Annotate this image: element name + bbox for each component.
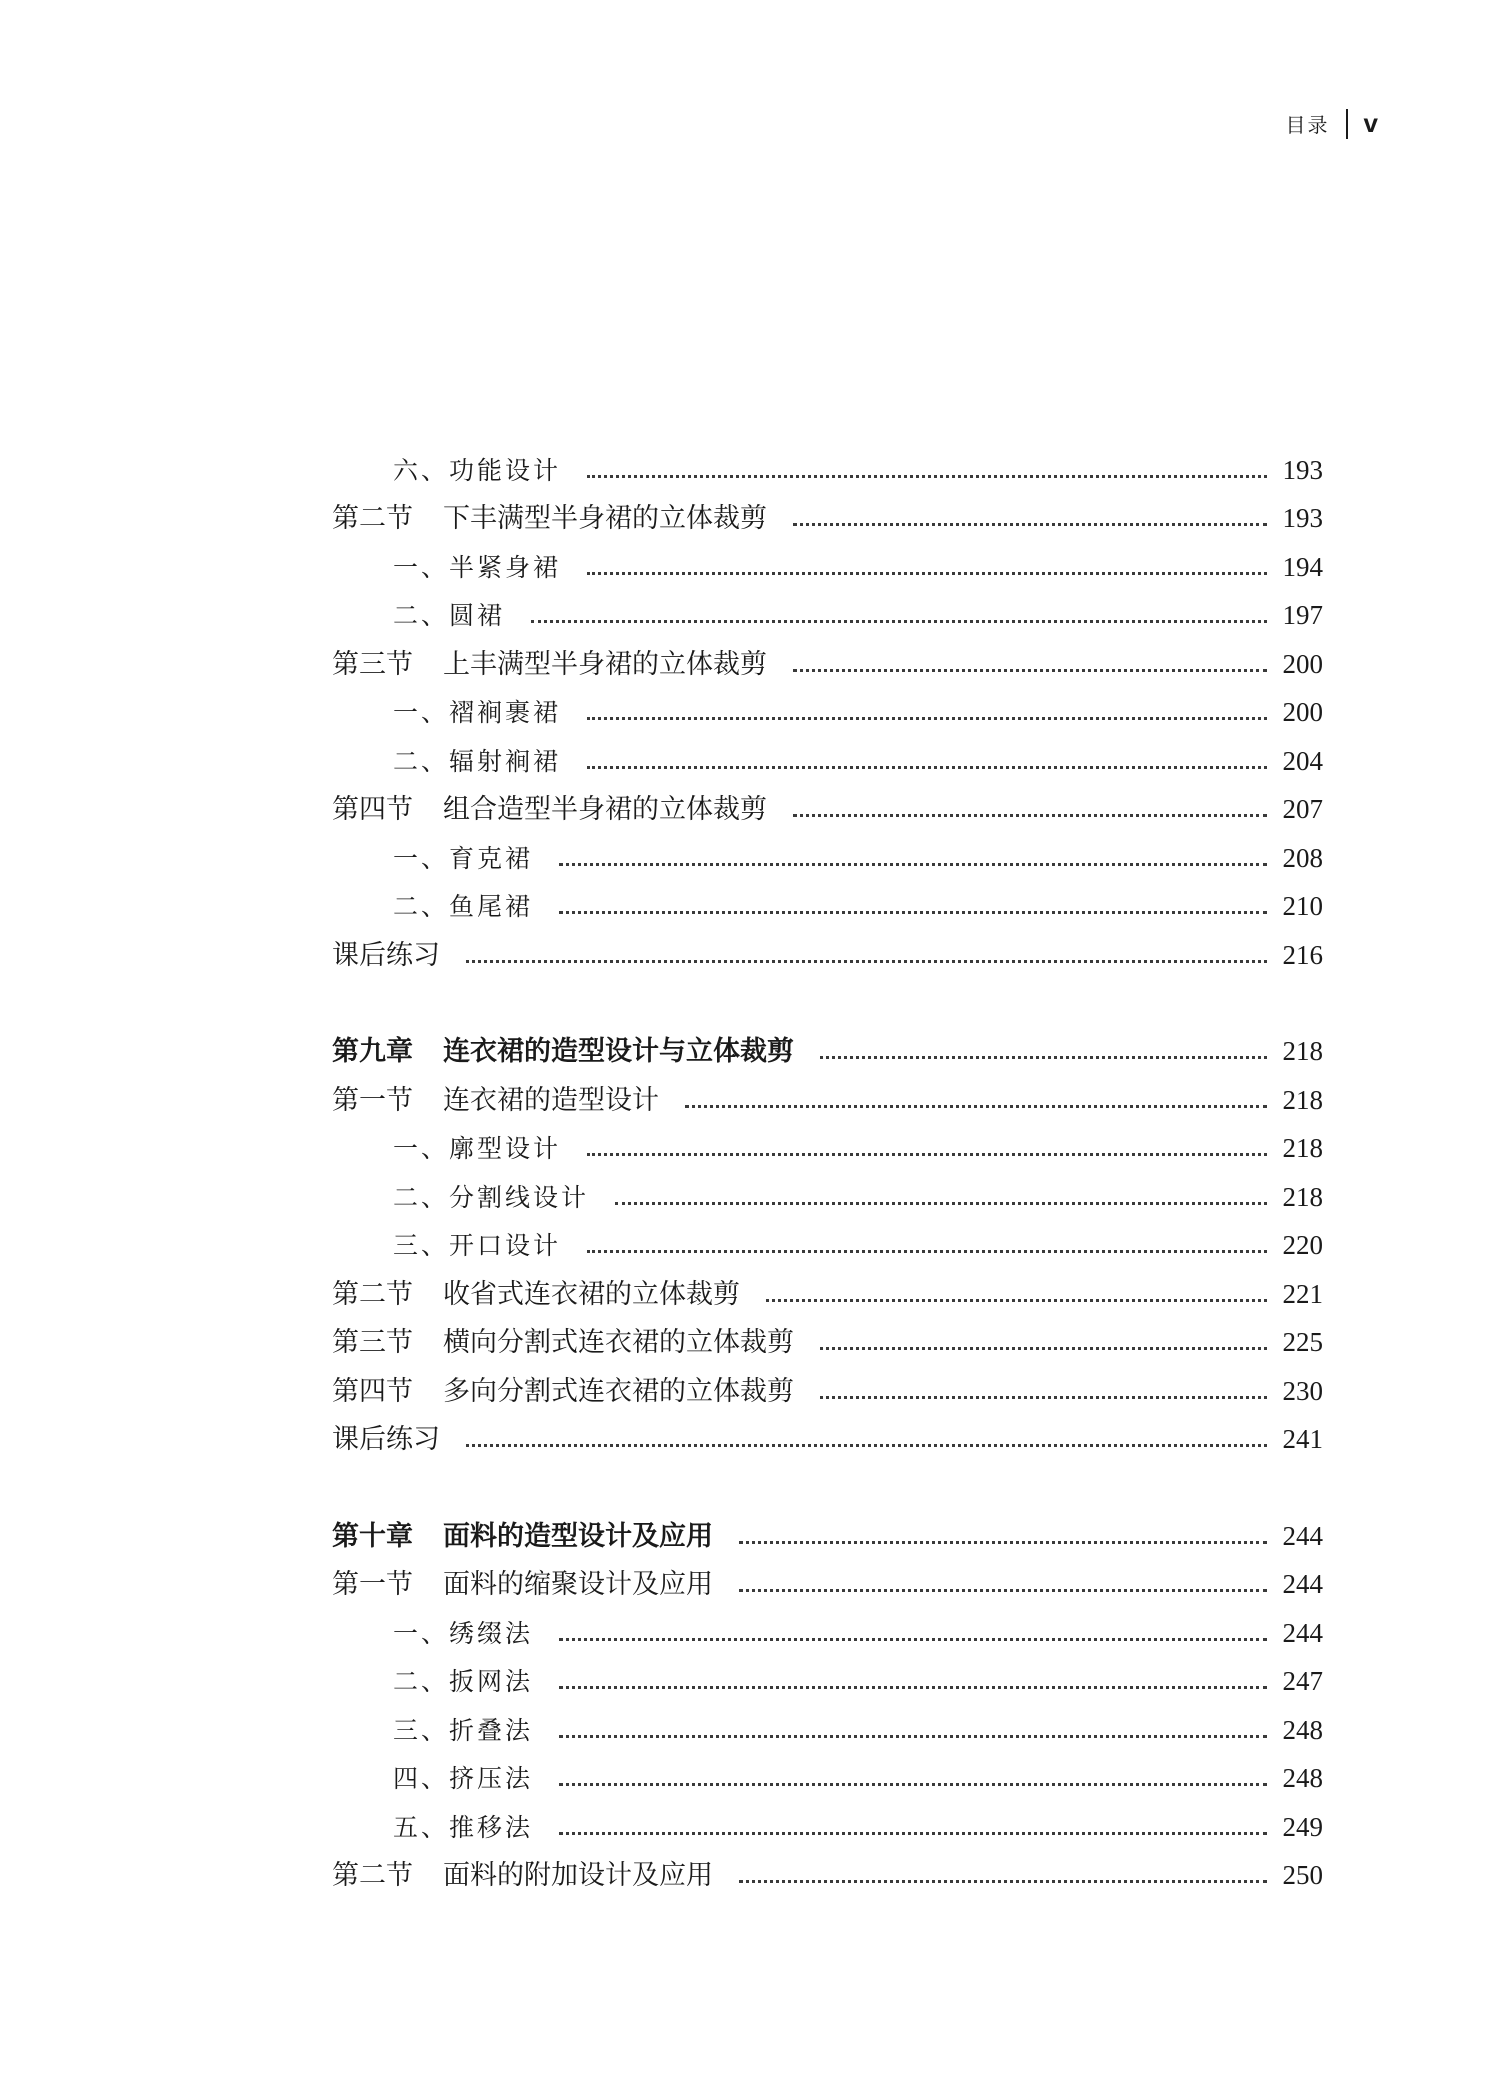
- toc-entry-title: [332, 1375, 794, 1407]
- dot-leader: [587, 1250, 1267, 1253]
- dot-leader: [739, 1541, 1267, 1544]
- dot-leader: [587, 475, 1267, 478]
- toc-entry-number: 三、: [393, 1231, 450, 1261]
- toc-page-number: 193: [1282, 503, 1323, 534]
- toc-entry-number: 第二节: [332, 1278, 413, 1310]
- toc-entry-number: 二、: [393, 746, 450, 776]
- toc-page-number: 218: [1282, 1181, 1323, 1212]
- toc-entry-number: 六、: [393, 455, 450, 485]
- toc-entry-label: 下丰满型半身裙的立体裁剪: [443, 503, 767, 535]
- toc-page-number: 210: [1282, 891, 1323, 922]
- toc-page-number: 193: [1282, 454, 1323, 485]
- toc-entry-title: [393, 455, 562, 485]
- toc-entry-title: [332, 1860, 713, 1892]
- toc-subsection-entry: [332, 446, 1323, 495]
- toc-subsection-entry: [332, 1609, 1323, 1658]
- toc-entry-number: 第三节: [332, 648, 413, 680]
- toc-page-number: 247: [1282, 1666, 1323, 1697]
- toc-subsection-entry: [332, 834, 1323, 883]
- toc-chapter-entry: [332, 1028, 1323, 1077]
- header-title: 目录: [1285, 113, 1330, 137]
- dot-leader: [466, 960, 1267, 963]
- toc-entry-title: [393, 746, 562, 776]
- toc-section-entry: [332, 640, 1323, 689]
- toc-entry-label: 鱼尾裙: [449, 892, 534, 922]
- toc-entry-label: 折叠法: [449, 1715, 534, 1745]
- toc-page-number: 218: [1282, 1133, 1323, 1164]
- dot-leader: [559, 863, 1267, 866]
- toc-entry-title: [332, 1036, 794, 1068]
- toc-entry-title: [393, 892, 534, 922]
- toc-page-number: 244: [1282, 1617, 1323, 1648]
- toc-page-number: 194: [1282, 551, 1323, 582]
- toc-entry-number: 三、: [393, 1715, 450, 1745]
- dot-leader: [559, 1686, 1267, 1689]
- toc-subsection-entry: [332, 543, 1323, 592]
- toc-entry-title: [332, 1424, 440, 1456]
- toc-subsection-entry: [332, 883, 1323, 932]
- toc-section-entry: [332, 1561, 1323, 1610]
- toc-entry-title: [332, 1278, 740, 1310]
- toc-subsection-entry: [332, 1803, 1323, 1852]
- toc-entry-label: 面料的附加设计及应用: [443, 1860, 713, 1892]
- toc-entry-title: [332, 1520, 713, 1552]
- toc-section-entry: [332, 1416, 1323, 1465]
- toc-page-number: 221: [1282, 1278, 1323, 1309]
- toc-section-entry: [332, 1367, 1323, 1416]
- toc-entry-number: 第九章: [332, 1036, 413, 1068]
- toc-entry-number: 二、: [393, 601, 450, 631]
- toc-entry-title: [393, 1667, 534, 1697]
- toc-entry-title: [393, 698, 562, 728]
- toc-entry-label: 半紧身裙: [449, 552, 562, 582]
- toc-entry-number: 第一节: [332, 1084, 413, 1116]
- toc-entry-title: [393, 1134, 562, 1164]
- toc-entry-number: 四、: [393, 1764, 450, 1794]
- toc-entry-label: 组合造型半身裙的立体裁剪: [443, 794, 767, 826]
- table-of-contents: [332, 446, 1323, 1900]
- toc-entry-title: [393, 1231, 562, 1261]
- toc-page-number: 244: [1282, 1569, 1323, 1600]
- toc-entry-title: [332, 648, 767, 680]
- toc-entry-label: 课后练习: [332, 1424, 440, 1456]
- toc-section-entry: [332, 1852, 1323, 1901]
- toc-entry-title: [393, 1715, 534, 1745]
- dot-leader: [739, 1589, 1267, 1592]
- toc-page-number: 207: [1282, 794, 1323, 825]
- running-header: [1286, 108, 1378, 139]
- toc-entry-number: 一、: [393, 1134, 450, 1164]
- toc-page-number: 244: [1282, 1520, 1323, 1551]
- toc-page-number: 197: [1282, 600, 1323, 631]
- toc-entry-number: 二、: [393, 1182, 450, 1212]
- dot-leader: [466, 1444, 1267, 1447]
- toc-subsection-entry: [332, 1173, 1323, 1222]
- dot-leader: [820, 1396, 1267, 1399]
- toc-entry-number: 一、: [393, 698, 450, 728]
- toc-entry-title: [332, 1569, 713, 1601]
- toc-page-number: 200: [1282, 697, 1323, 728]
- toc-subsection-entry: [332, 1125, 1323, 1174]
- toc-section-entry: [332, 1319, 1323, 1368]
- toc-subsection-entry: [332, 592, 1323, 641]
- toc-entry-title: [393, 1812, 534, 1842]
- toc-entry-number: 一、: [393, 843, 450, 873]
- toc-entry-title: [393, 843, 534, 873]
- toc-chapter-entry: [332, 1512, 1323, 1561]
- toc-entry-label: 绣缀法: [449, 1618, 534, 1648]
- dot-leader: [685, 1105, 1267, 1108]
- toc-subsection-entry: [332, 689, 1323, 738]
- toc-section-entry: [332, 495, 1323, 544]
- dot-leader: [615, 1202, 1267, 1205]
- toc-entry-label: 面料的造型设计及应用: [443, 1520, 713, 1552]
- dot-leader: [559, 1832, 1267, 1835]
- toc-entry-number: 第一节: [332, 1569, 413, 1601]
- toc-entry-number: 第二节: [332, 503, 413, 535]
- toc-entry-label: 连衣裙的造型设计: [443, 1084, 659, 1116]
- toc-entry-number: 二、: [393, 892, 450, 922]
- toc-entry-title: [393, 1618, 534, 1648]
- toc-entry-label: 褶裥裹裙: [449, 698, 562, 728]
- toc-section-entry: [332, 786, 1323, 835]
- dot-leader: [766, 1299, 1267, 1302]
- toc-page-number: 208: [1282, 842, 1323, 873]
- toc-entry-number: 第二节: [332, 1860, 413, 1892]
- dot-leader: [820, 1056, 1267, 1059]
- toc-page-number: 248: [1282, 1763, 1323, 1794]
- toc-entry-title: [393, 552, 562, 582]
- toc-entry-label: 挤压法: [449, 1764, 534, 1794]
- toc-entry-label: 横向分割式连衣裙的立体裁剪: [443, 1327, 794, 1359]
- toc-entry-number: 一、: [393, 1618, 450, 1648]
- dot-leader: [559, 911, 1267, 914]
- dot-leader: [587, 1153, 1267, 1156]
- header-page-number: v: [1363, 108, 1378, 138]
- toc-page-number: 216: [1282, 939, 1323, 970]
- toc-entry-title: [332, 794, 767, 826]
- toc-entry-number: 一、: [393, 552, 450, 582]
- toc-entry-label: 连衣裙的造型设计与立体裁剪: [443, 1036, 794, 1068]
- toc-page-number: 220: [1282, 1230, 1323, 1261]
- toc-entry-label: 功能设计: [449, 455, 562, 485]
- toc-page-number: 250: [1282, 1860, 1323, 1891]
- toc-page-number: 225: [1282, 1327, 1323, 1358]
- dot-leader: [531, 620, 1267, 623]
- toc-entry-label: 收省式连衣裙的立体裁剪: [443, 1278, 740, 1310]
- toc-entry-title: [393, 601, 506, 631]
- dot-leader: [587, 717, 1267, 720]
- toc-subsection-entry: [332, 1706, 1323, 1755]
- toc-entry-label: 面料的缩聚设计及应用: [443, 1569, 713, 1601]
- toc-section-entry: [332, 1270, 1323, 1319]
- toc-entry-title: [332, 1327, 794, 1359]
- toc-entry-title: [393, 1764, 534, 1794]
- toc-section-entry: [332, 931, 1323, 980]
- dot-leader: [820, 1347, 1267, 1350]
- toc-entry-title: [332, 939, 440, 971]
- toc-subsection-entry: [332, 1222, 1323, 1271]
- dot-leader: [793, 814, 1267, 817]
- toc-entry-number: 五、: [393, 1812, 450, 1842]
- toc-entry-label: 多向分割式连衣裙的立体裁剪: [443, 1375, 794, 1407]
- dot-leader: [559, 1735, 1267, 1738]
- toc-entry-label: 上丰满型半身裙的立体裁剪: [443, 648, 767, 680]
- dot-leader: [739, 1880, 1267, 1883]
- dot-leader: [559, 1638, 1267, 1641]
- toc-page-number: 248: [1282, 1714, 1323, 1745]
- header-divider: [1346, 109, 1348, 139]
- toc-entry-number: 第四节: [332, 1375, 413, 1407]
- toc-entry-label: 育克裙: [449, 843, 534, 873]
- toc-page-number: 241: [1282, 1424, 1323, 1455]
- toc-page-number: 204: [1282, 745, 1323, 776]
- toc-page-number: 218: [1282, 1084, 1323, 1115]
- toc-entry-label: 课后练习: [332, 939, 440, 971]
- toc-page-number: 200: [1282, 648, 1323, 679]
- dot-leader: [587, 572, 1267, 575]
- toc-entry-title: [332, 1084, 659, 1116]
- toc-entry-title: [393, 1182, 590, 1212]
- dot-leader: [559, 1783, 1267, 1786]
- toc-page-number: 230: [1282, 1375, 1323, 1406]
- toc-section-entry: [332, 1076, 1323, 1125]
- toc-page-number: 249: [1282, 1811, 1323, 1842]
- dot-leader: [793, 669, 1267, 672]
- dot-leader: [793, 523, 1267, 526]
- toc-subsection-entry: [332, 1755, 1323, 1804]
- toc-entry-number: 第四节: [332, 794, 413, 826]
- toc-entry-label: 扳网法: [449, 1667, 534, 1697]
- toc-entry-label: 廓型设计: [449, 1134, 562, 1164]
- toc-entry-label: 圆裙: [449, 601, 506, 631]
- toc-entry-label: 开口设计: [449, 1231, 562, 1261]
- toc-subsection-entry: [332, 737, 1323, 786]
- toc-entry-title: [332, 503, 767, 535]
- toc-page-number: 218: [1282, 1036, 1323, 1067]
- dot-leader: [587, 766, 1267, 769]
- toc-entry-label: 推移法: [449, 1812, 534, 1842]
- toc-entry-number: 二、: [393, 1667, 450, 1697]
- toc-entry-label: 辐射裥裙: [449, 746, 562, 776]
- toc-entry-number: 第三节: [332, 1327, 413, 1359]
- toc-entry-number: 第十章: [332, 1520, 413, 1552]
- toc-entry-label: 分割线设计: [449, 1182, 590, 1212]
- toc-subsection-entry: [332, 1658, 1323, 1707]
